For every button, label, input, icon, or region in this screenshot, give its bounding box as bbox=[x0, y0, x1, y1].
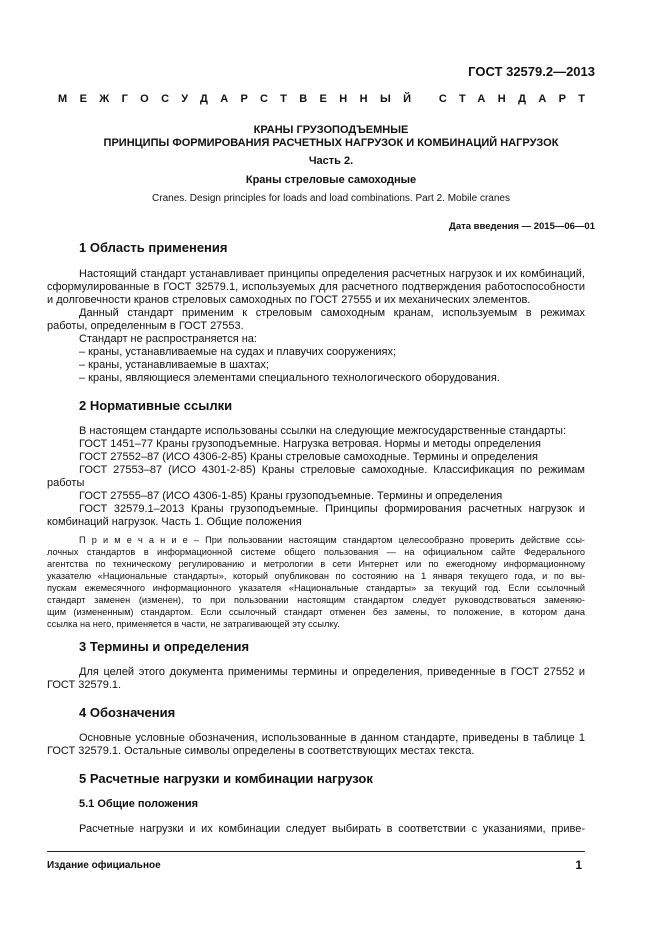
gost-number: ГОСТ 32579.2—2013 bbox=[468, 64, 595, 79]
s5-p1: Расчетные нагрузки и их комбинации следует выбирать в соответствии с указаниями, приве- bbox=[79, 823, 585, 835]
section-4-heading: 4 Обозначения bbox=[79, 705, 176, 720]
introduction-date: Дата введения — 2015—06—01 bbox=[449, 221, 595, 232]
s2-note-line3: агентства по техническому регулированию и метрологии в сети Интернет или по ежегодному информационному bbox=[47, 559, 585, 569]
s2-ref-3-line1: ГОСТ 27553–87 (ИСО 4301-2-85) Краны стреловые самоходные. Классификация по режимам bbox=[79, 464, 585, 476]
title-part: Часть 2. bbox=[308, 155, 354, 167]
s2-ref-4: ГОСТ 27555–87 (ИСО 4306-1-85) Краны грузоподъемные. Термины и определения bbox=[79, 490, 503, 502]
s2-ref-5-line1: ГОСТ 32579.1–2013 Краны грузоподъемные. Принципы формирования расчетных нагрузок и bbox=[79, 503, 585, 515]
s1-p1-line2: сформулированные в ГОСТ 32579.1, используемых для расчетного подтверждения работоспособности bbox=[47, 281, 585, 293]
s2-note-line6: стандарт заменен (изменен), то при пользовании настоящим стандартом следует руководствоваться заменяю- bbox=[47, 595, 585, 605]
s1-p2-line2: работы, определенным в ГОСТ 27553. bbox=[47, 320, 244, 332]
title-line-2: ПРИНЦИПЫ ФОРМИРОВАНИЯ РАСЧЕТНЫХ НАГРУЗОК И КОМБИНАЦИЙ НАГРУЗОК bbox=[103, 137, 559, 149]
footer-divider bbox=[47, 851, 585, 852]
s1-p3: Стандарт не распространяется на: bbox=[79, 333, 257, 345]
s1-list-item-3: – краны, являющиеся элементами специального технологического оборудования. bbox=[79, 372, 500, 384]
s3-p1-line2: ГОСТ 32579.1. bbox=[47, 679, 122, 691]
s1-list-item-2: – краны, устанавливаемые в шахтах; bbox=[79, 359, 269, 371]
s1-p1-line1: Настоящий стандарт устанавливает принципы определения расчетных нагрузок и их комбинаций, bbox=[79, 268, 585, 280]
s2-ref-2: ГОСТ 27552–87 (ИСО 4306-2-85) Краны стреловые самоходные. Термины и определения bbox=[79, 451, 538, 463]
section-2-heading: 2 Нормативные ссылки bbox=[79, 398, 233, 413]
s2-p1: В настоящем стандарте использованы ссылки на следующие межгосударственные стандарты: bbox=[79, 425, 567, 437]
s2-note-line7: щим (измененным) стандартом. Если ссылочный стандарт отменен без замены, то положение, в котором дана bbox=[47, 607, 585, 617]
interstate-standard-banner: МЕЖГОСУДАРСТВЕННЫЙ СТАНДАРТ bbox=[58, 93, 598, 105]
s1-p2-line1: Данный стандарт применим к стреловым самоходным кранам, используемым в режимах bbox=[79, 307, 585, 319]
title-line-1: КРАНЫ ГРУЗОПОДЪЕМНЫЕ bbox=[253, 124, 409, 136]
section-1-heading: 1 Область применения bbox=[79, 240, 228, 255]
title-english: Cranes. Design principles for loads and load combinations. Part 2. Mobile cranes bbox=[152, 193, 510, 204]
s2-note-line1: П р и м е ч а н и е – При пользовании настоящим стандартом целесообразно проверить действие ссы- bbox=[79, 535, 585, 545]
page-number: 1 bbox=[575, 858, 582, 872]
s2-note-line2: лочных стандартов в информационной системе общего пользования — на официальном сайте Федерального bbox=[47, 547, 585, 557]
s4-p1-line1: Основные условные обозначения, использованные в данном стандарте, приведены в таблице 1 bbox=[79, 732, 585, 744]
s2-note-line5: пускам ежемесячного информационного указателя «Национальные стандарты» за текущий год. Если ссылочный bbox=[47, 583, 585, 593]
section-5-1-heading: 5.1 Общие положения bbox=[79, 798, 199, 810]
s2-ref-3-line2: работы bbox=[47, 477, 85, 489]
s1-list-item-1: – краны, устанавливаемые на судах и плавучих сооружениях; bbox=[79, 346, 397, 358]
s2-ref-1: ГОСТ 1451–77 Краны грузоподъемные. Нагрузка ветровая. Нормы и методы определения bbox=[79, 438, 541, 450]
s2-note-line8: ссылка на него, применяется в части, не затрагивающей эту ссылку. bbox=[47, 619, 340, 629]
section-3-heading: 3 Термины и определения bbox=[79, 639, 250, 654]
s4-p1-line2: ГОСТ 32579.1. Остальные символы определены в соответствующих местах текста. bbox=[47, 745, 475, 757]
s1-p1-line3: и долговечности кранов стреловых самоходных по ГОСТ 27555 и их механических элементов. bbox=[47, 294, 531, 306]
s3-p1-line1: Для целей этого документа применимы термины и определения, приведенные в ГОСТ 27552 и bbox=[79, 666, 585, 678]
section-5-heading: 5 Расчетные нагрузки и комбинации нагрузок bbox=[79, 771, 373, 786]
s2-ref-5-line2: комбинаций нагрузок. Часть 1. Общие положения bbox=[47, 516, 302, 528]
title-subtitle: Краны стреловые самоходные bbox=[245, 174, 417, 186]
official-edition-label: Издание официальное bbox=[47, 860, 161, 871]
s2-note-line4: указателю «Национальные стандарты», который опубликован по состоянию на 1 января текущего года, и по вы- bbox=[47, 571, 585, 581]
